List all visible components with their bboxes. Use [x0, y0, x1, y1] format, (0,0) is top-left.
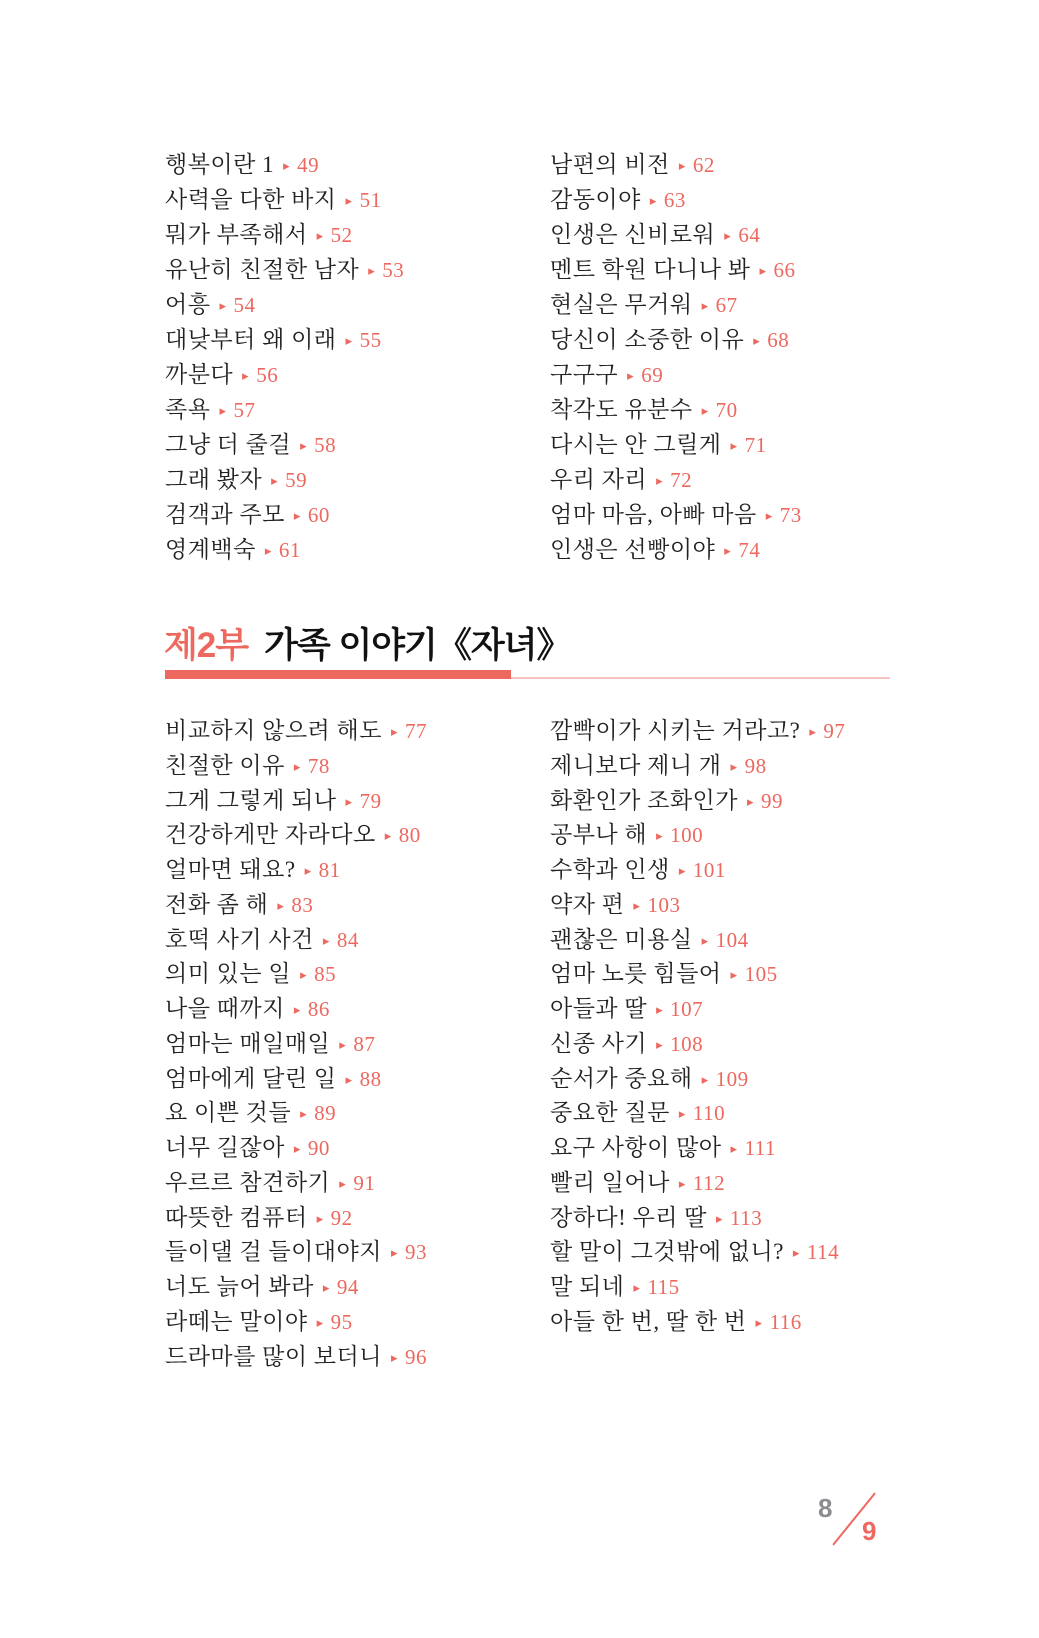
toc-entry	[550, 957, 845, 992]
arrow-marker-icon: ▸	[701, 404, 709, 419]
toc-entry-page: 96	[405, 1344, 427, 1369]
toc-entry-title: 할 말이 그것밖에 없니?	[550, 1239, 784, 1265]
toc-section1-left-column	[165, 147, 404, 567]
toc-entry-page: 54	[233, 293, 256, 317]
toc-entry-page: 77	[405, 719, 427, 743]
toc-entry-page: 80	[398, 823, 421, 848]
toc-entry	[550, 497, 802, 532]
toc-entry-title: 제니보다 제니 개	[550, 752, 722, 778]
toc-entry-page: 116	[769, 1309, 802, 1334]
toc-entry-page: 60	[307, 503, 330, 527]
toc-entry-title: 요 이쁜 것들	[165, 1100, 292, 1126]
toc-entry	[550, 392, 802, 427]
toc-entry	[550, 427, 802, 462]
toc-entry	[165, 784, 427, 819]
toc-entry-title: 비교하지 않으려 해도	[165, 718, 382, 743]
toc-entry	[550, 923, 845, 958]
toc-section1-right-column	[550, 147, 802, 567]
toc-entry	[165, 1131, 427, 1166]
toc-entry-page: 64	[738, 223, 761, 247]
toc-entry-title: 중요한 질문	[550, 1100, 670, 1126]
toc-entry-page: 83	[291, 892, 314, 917]
toc-entry-page: 91	[353, 1170, 376, 1195]
toc-entry-title: 깜빡이가 시키는 거라고?	[550, 718, 801, 743]
toc-entry	[165, 532, 404, 567]
toc-entry-page: 74	[738, 538, 761, 562]
toc-entry	[550, 357, 802, 392]
arrow-marker-icon: ▸	[678, 864, 686, 879]
toc-entry-title: 공부나 해	[550, 822, 648, 848]
toc-entry	[165, 888, 427, 923]
toc-entry-page: 113	[730, 1205, 763, 1230]
toc-entry-page: 72	[670, 468, 693, 492]
header-rule-thick	[165, 670, 511, 679]
toc-entry-page: 104	[715, 927, 749, 952]
toc-entry-title: 대낮부터 왜 이래	[165, 327, 337, 352]
toc-entry-page: 70	[715, 398, 738, 422]
toc-entry-title: 현실은 무거워	[550, 292, 693, 317]
toc-entry-title: 행복이란 1	[165, 152, 275, 177]
toc-entry-page: 100	[670, 823, 704, 848]
arrow-marker-icon: ▸	[649, 194, 657, 209]
arrow-marker-icon: ▸	[300, 1107, 308, 1123]
arrow-marker-icon: ▸	[322, 933, 330, 949]
toc-entry-title: 엄마 노릇 힘들어	[550, 961, 722, 987]
toc-entry-page: 99	[761, 788, 784, 813]
toc-entry-page: 81	[318, 858, 341, 882]
toc-entry-page: 88	[359, 1066, 382, 1091]
arrow-marker-icon: ▸	[759, 264, 767, 279]
toc-entry	[165, 1270, 427, 1305]
toc-entry-title: 까분다	[165, 362, 234, 387]
toc-entry	[165, 749, 427, 784]
toc-entry	[550, 252, 802, 287]
toc-entry-page: 114	[806, 1240, 840, 1265]
toc-entry-page: 112	[692, 1170, 726, 1195]
toc-entry-page: 57	[233, 398, 256, 422]
toc-entry-page: 71	[744, 433, 767, 457]
toc-entry	[550, 532, 802, 567]
toc-section2-left-column	[165, 714, 427, 1374]
toc-entry-title: 전화 좀 해	[165, 891, 269, 917]
toc-entry	[165, 1235, 427, 1270]
toc-entry	[550, 749, 845, 784]
toc-entry-title: 호떡 사기 사건	[165, 926, 314, 952]
toc-entry-page: 107	[670, 997, 704, 1021]
arrow-marker-icon: ▸	[293, 759, 301, 775]
arrow-marker-icon: ▸	[678, 1176, 686, 1192]
toc-entry-title: 너도 늙어 봐라	[165, 1274, 314, 1299]
arrow-marker-icon: ▸	[390, 725, 398, 740]
toc-entry	[550, 1166, 845, 1201]
arrow-marker-icon: ▸	[345, 194, 353, 209]
arrow-marker-icon: ▸	[293, 1142, 301, 1157]
toc-entry-title: 그냥 더 줄걸	[165, 432, 292, 457]
page-number-right: 9	[862, 1516, 877, 1546]
toc-entry-page: 93	[405, 1240, 427, 1265]
toc-entry-page: 101	[692, 858, 726, 882]
arrow-marker-icon: ▸	[300, 439, 308, 454]
arrow-marker-icon: ▸	[730, 1142, 738, 1157]
toc-entry	[550, 287, 802, 322]
part-title: 가족 이야기《자녀》	[264, 626, 571, 665]
toc-entry-page: 94	[336, 1275, 359, 1299]
arrow-marker-icon: ▸	[656, 1037, 664, 1053]
arrow-marker-icon: ▸	[730, 759, 738, 775]
toc-entry	[165, 1201, 427, 1236]
toc-entry-page: 53	[382, 258, 405, 282]
toc-entry	[165, 357, 404, 392]
toc-entry	[165, 853, 427, 888]
toc-entry	[165, 1166, 427, 1201]
toc-entry-page: 55	[359, 328, 382, 352]
toc-entry-page: 115	[647, 1275, 680, 1299]
toc-entry	[550, 1305, 845, 1340]
toc-entry-title: 장하다! 우리 딸	[550, 1204, 707, 1230]
toc-entry	[550, 1096, 845, 1131]
toc-entry-title: 얼마면 돼요?	[165, 857, 296, 882]
arrow-marker-icon: ▸	[792, 1246, 800, 1262]
toc-entry	[165, 1096, 427, 1131]
toc-entry	[550, 818, 845, 853]
toc-entry-title: 엄마는 매일매일	[165, 1030, 331, 1056]
toc-entry-title: 당신이 소중한 이유	[550, 327, 745, 352]
arrow-marker-icon: ▸	[384, 829, 392, 845]
arrow-marker-icon: ▸	[390, 1246, 398, 1262]
toc-entry-page: 111	[744, 1136, 777, 1160]
part-number-label: 제2부	[164, 626, 249, 665]
toc-entry	[165, 322, 404, 357]
toc-entry	[165, 1305, 427, 1340]
arrow-marker-icon: ▸	[345, 1072, 353, 1088]
toc-entry-title: 들이댈 걸 들이대야지	[165, 1239, 382, 1265]
arrow-marker-icon: ▸	[755, 1315, 763, 1331]
toc-entry	[165, 287, 404, 322]
toc-entry-title: 영계백숙	[165, 537, 256, 562]
arrow-marker-icon: ▸	[724, 544, 732, 559]
toc-entry	[165, 252, 404, 287]
toc-entry-title: 감동이야	[550, 187, 641, 212]
arrow-marker-icon: ▸	[368, 264, 376, 279]
page-number-left: 8	[818, 1493, 833, 1523]
arrow-marker-icon: ▸	[293, 509, 301, 524]
toc-entry-page: 61	[278, 538, 301, 562]
toc-entry-page: 110	[692, 1101, 726, 1126]
toc-entry-title: 너무 길잖아	[165, 1135, 285, 1160]
toc-entry	[550, 1235, 845, 1270]
arrow-marker-icon: ▸	[633, 1281, 641, 1296]
toc-entry	[550, 1131, 845, 1166]
toc-entry	[550, 784, 845, 819]
toc-entry-title: 요구 사항이 많아	[550, 1135, 722, 1160]
toc-entry-page: 97	[823, 719, 846, 743]
arrow-marker-icon: ▸	[809, 725, 817, 740]
arrow-marker-icon: ▸	[316, 1315, 324, 1331]
toc-entry-page: 84	[336, 927, 359, 952]
toc-entry-title: 드라마를 많이 보더니	[165, 1343, 382, 1369]
arrow-marker-icon: ▸	[304, 864, 312, 879]
toc-entry	[165, 992, 427, 1027]
arrow-marker-icon: ▸	[316, 229, 324, 244]
toc-entry	[165, 462, 404, 497]
toc-entry-page: 108	[670, 1031, 704, 1056]
arrow-marker-icon: ▸	[242, 369, 250, 384]
toc-entry-title: 아들과 딸	[550, 996, 648, 1021]
toc-entry-title: 구구구	[550, 362, 619, 387]
toc-entry-page: 109	[715, 1066, 749, 1091]
arrow-marker-icon: ▸	[627, 369, 635, 384]
toc-entry-title: 인생은 신비로워	[550, 222, 716, 247]
toc-entry-page: 90	[307, 1136, 330, 1160]
toc-entry-page: 87	[353, 1031, 376, 1056]
arrow-marker-icon: ▸	[753, 334, 761, 349]
toc-entry-title: 엄마 마음, 아빠 마음	[550, 502, 757, 527]
toc-entry-page: 78	[307, 753, 330, 778]
toc-entry-page: 98	[744, 753, 767, 778]
toc-entry	[165, 392, 404, 427]
arrow-marker-icon: ▸	[715, 1211, 723, 1227]
toc-entry	[550, 182, 802, 217]
toc-entry-title: 건강하게만 자라다오	[165, 822, 376, 848]
arrow-marker-icon: ▸	[300, 968, 308, 984]
toc-entry-page: 69	[641, 363, 664, 387]
toc-entry	[165, 714, 427, 749]
toc-entry-page: 86	[307, 997, 330, 1021]
toc-entry-title: 신종 사기	[550, 1030, 648, 1056]
part-header	[164, 618, 571, 668]
toc-entry-title: 다시는 안 그릴게	[550, 432, 722, 457]
arrow-marker-icon: ▸	[730, 439, 738, 454]
toc-entry-page: 66	[773, 258, 796, 282]
toc-entry	[550, 1027, 845, 1062]
arrow-marker-icon: ▸	[283, 159, 291, 174]
toc-entry-page: 63	[663, 188, 686, 212]
toc-entry-title: 그게 그렇게 되나	[165, 787, 337, 813]
toc-section2-right-column	[550, 714, 845, 1340]
arrow-marker-icon: ▸	[390, 1350, 398, 1366]
toc-entry-title: 괜찮은 미용실	[550, 926, 693, 952]
arrow-marker-icon: ▸	[747, 794, 755, 810]
toc-entry-page: 62	[692, 153, 715, 177]
toc-entry	[550, 1062, 845, 1097]
toc-entry-page: 103	[647, 892, 681, 917]
toc-entry-title: 그래 봤자	[165, 467, 263, 492]
toc-entry-title: 빨리 일어나	[550, 1169, 670, 1195]
toc-entry-title: 남편의 비전	[550, 152, 670, 177]
arrow-marker-icon: ▸	[345, 334, 353, 349]
toc-entry-title: 의미 있는 일	[165, 961, 292, 987]
toc-entry	[165, 818, 427, 853]
toc-entry-title: 라떼는 말이야	[165, 1308, 308, 1334]
toc-entry-title: 족욕	[165, 397, 211, 422]
toc-entry-page: 105	[744, 962, 778, 987]
toc-entry	[550, 462, 802, 497]
header-rule-thin	[511, 677, 890, 679]
toc-entry-page: 58	[314, 433, 337, 457]
toc-entry	[165, 217, 404, 252]
toc-entry	[165, 1340, 427, 1375]
toc-entry-title: 검객과 주모	[165, 502, 285, 527]
toc-entry	[165, 427, 404, 462]
toc-entry-title: 약자 편	[550, 891, 625, 917]
toc-entry-title: 말 되네	[550, 1274, 625, 1299]
arrow-marker-icon: ▸	[678, 1107, 686, 1123]
toc-entry-title: 따뜻한 컴퓨터	[165, 1204, 308, 1230]
arrow-marker-icon: ▸	[656, 1003, 664, 1018]
arrow-marker-icon: ▸	[724, 229, 732, 244]
toc-entry-page: 95	[330, 1309, 353, 1334]
toc-entry-page: 85	[314, 962, 337, 987]
arrow-marker-icon: ▸	[656, 474, 664, 489]
toc-entry	[550, 1201, 845, 1236]
arrow-marker-icon: ▸	[219, 404, 227, 419]
toc-entry-title: 멘트 학원 다니나 봐	[550, 257, 751, 282]
arrow-marker-icon: ▸	[277, 898, 285, 914]
toc-entry-page: 79	[359, 788, 382, 813]
toc-entry-page: 49	[297, 153, 320, 177]
arrow-marker-icon: ▸	[264, 544, 272, 559]
toc-entry-page: 73	[779, 503, 802, 527]
toc-entry-page: 68	[767, 328, 790, 352]
toc-entry	[165, 923, 427, 958]
toc-entry-title: 뭐가 부족해서	[165, 222, 308, 247]
toc-entry-title: 우르르 참견하기	[165, 1169, 331, 1195]
toc-entry-title: 화환인가 조화인가	[550, 787, 738, 813]
toc-entry-page: 59	[285, 468, 308, 492]
toc-entry-title: 친절한 이유	[165, 752, 285, 778]
toc-entry-title: 착각도 유분수	[550, 397, 693, 422]
toc-entry	[165, 182, 404, 217]
toc-entry-title: 엄마에게 달린 일	[165, 1065, 337, 1091]
arrow-marker-icon: ▸	[765, 509, 773, 524]
arrow-marker-icon: ▸	[656, 829, 664, 845]
arrow-marker-icon: ▸	[271, 474, 279, 489]
toc-entry-page: 89	[314, 1101, 337, 1126]
toc-entry	[550, 888, 845, 923]
toc-entry	[165, 1062, 427, 1097]
toc-entry-page: 56	[256, 363, 279, 387]
toc-entry-title: 유난히 친절한 남자	[165, 257, 360, 282]
toc-entry	[165, 957, 427, 992]
arrow-marker-icon: ▸	[339, 1176, 347, 1192]
toc-entry-page: 92	[330, 1205, 353, 1230]
toc-entry-page: 51	[359, 188, 382, 212]
arrow-marker-icon: ▸	[339, 1037, 347, 1053]
toc-entry	[550, 322, 802, 357]
arrow-marker-icon: ▸	[322, 1281, 330, 1296]
toc-entry-title: 나을 때까지	[165, 996, 285, 1021]
toc-entry	[550, 853, 845, 888]
toc-entry-title: 사력을 다한 바지	[165, 187, 337, 212]
toc-entry-page: 67	[715, 293, 738, 317]
toc-entry-title: 우리 자리	[550, 467, 648, 492]
toc-entry-title: 인생은 선빵이야	[550, 537, 716, 562]
arrow-marker-icon: ▸	[316, 1211, 324, 1227]
arrow-marker-icon: ▸	[701, 933, 709, 949]
toc-entry	[550, 147, 802, 182]
toc-entry	[165, 147, 404, 182]
arrow-marker-icon: ▸	[701, 299, 709, 314]
arrow-marker-icon: ▸	[345, 794, 353, 810]
toc-entry	[550, 992, 845, 1027]
arrow-marker-icon: ▸	[730, 968, 738, 984]
toc-entry	[550, 714, 845, 749]
arrow-marker-icon: ▸	[678, 159, 686, 174]
arrow-marker-icon: ▸	[701, 1072, 709, 1088]
arrow-marker-icon: ▸	[293, 1003, 301, 1018]
toc-entry-title: 수학과 인생	[550, 857, 670, 882]
arrow-marker-icon: ▸	[219, 299, 227, 314]
toc-entry	[165, 497, 404, 532]
toc-entry-title: 아들 한 번, 딸 한 번	[550, 1308, 747, 1334]
toc-entry-title: 순서가 중요해	[550, 1065, 693, 1091]
toc-entry-title: 어흥	[165, 292, 211, 317]
arrow-marker-icon: ▸	[633, 898, 641, 914]
toc-entry	[550, 217, 802, 252]
toc-entry	[550, 1270, 845, 1305]
toc-entry-page: 52	[330, 223, 353, 247]
toc-entry	[165, 1027, 427, 1062]
